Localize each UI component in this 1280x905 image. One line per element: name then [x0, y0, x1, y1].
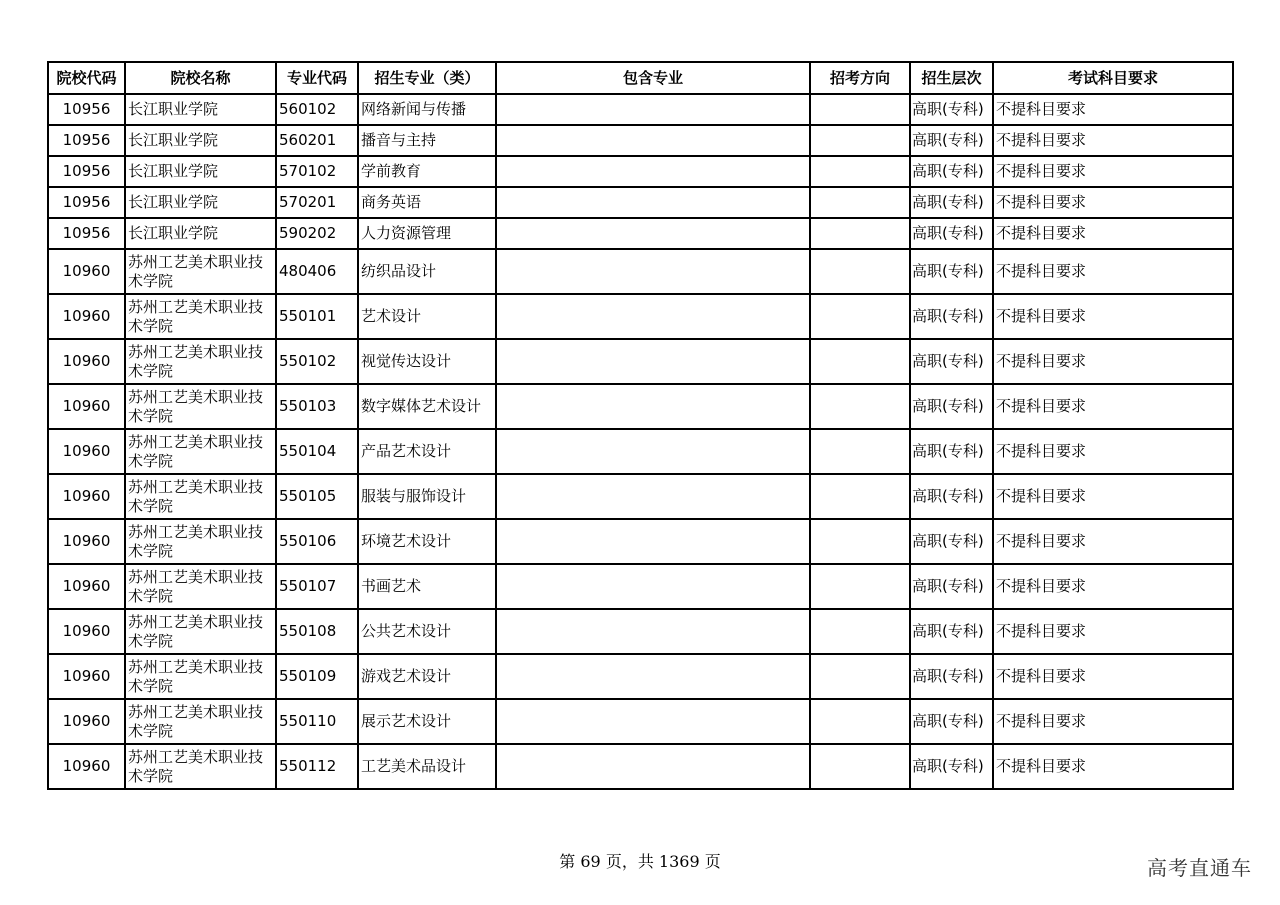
cell-level: 高职(专科) [910, 429, 993, 474]
cell-direction [810, 249, 910, 294]
cell-school-name: 长江职业学院 [125, 218, 276, 249]
cell-school-code: 10960 [48, 654, 125, 699]
cell-included-majors [496, 519, 810, 564]
cell-school-code: 10956 [48, 94, 125, 125]
table-row [48, 249, 1233, 294]
cell-school-name: 苏州工艺美术职业技术学院 [125, 519, 276, 564]
cell-school-name: 苏州工艺美术职业技术学院 [125, 564, 276, 609]
cell-school-code: 10960 [48, 744, 125, 789]
cell-requirement: 不提科目要求 [993, 384, 1233, 429]
cell-major-code: 480406 [276, 249, 358, 294]
cell-requirement: 不提科目要求 [993, 294, 1233, 339]
cell-requirement: 不提科目要求 [993, 429, 1233, 474]
cell-major-code: 550105 [276, 474, 358, 519]
table-row [48, 384, 1233, 429]
cell-major: 播音与主持 [358, 125, 496, 156]
cell-major-code: 570102 [276, 156, 358, 187]
cell-major-code: 550104 [276, 429, 358, 474]
header-school-name: 院校名称 [125, 62, 276, 94]
cell-major: 视觉传达设计 [358, 339, 496, 384]
table-header-row [48, 62, 1233, 94]
cell-school-code: 10960 [48, 609, 125, 654]
cell-major: 学前教育 [358, 156, 496, 187]
cell-included-majors [496, 699, 810, 744]
cell-major-code: 550112 [276, 744, 358, 789]
cell-level: 高职(专科) [910, 699, 993, 744]
cell-major-code: 590202 [276, 218, 358, 249]
cell-school-name: 长江职业学院 [125, 156, 276, 187]
cell-school-code: 10956 [48, 125, 125, 156]
cell-school-name: 苏州工艺美术职业技术学院 [125, 384, 276, 429]
cell-school-code: 10960 [48, 429, 125, 474]
cell-level: 高职(专科) [910, 609, 993, 654]
cell-school-name: 苏州工艺美术职业技术学院 [125, 339, 276, 384]
cell-major-code: 550106 [276, 519, 358, 564]
cell-major-code: 550110 [276, 699, 358, 744]
table-row [48, 699, 1233, 744]
cell-school-name: 苏州工艺美术职业技术学院 [125, 294, 276, 339]
cell-direction [810, 156, 910, 187]
cell-level: 高职(专科) [910, 339, 993, 384]
cell-direction [810, 339, 910, 384]
cell-included-majors [496, 564, 810, 609]
table-row [48, 744, 1233, 789]
cell-school-name: 苏州工艺美术职业技术学院 [125, 249, 276, 294]
cell-direction [810, 699, 910, 744]
table-row [48, 609, 1233, 654]
cell-requirement: 不提科目要求 [993, 519, 1233, 564]
table-row [48, 218, 1233, 249]
table-row [48, 429, 1233, 474]
cell-included-majors [496, 744, 810, 789]
cell-major-code: 550107 [276, 564, 358, 609]
table-row [48, 654, 1233, 699]
cell-included-majors [496, 384, 810, 429]
cell-school-name: 长江职业学院 [125, 125, 276, 156]
table-row [48, 94, 1233, 125]
cell-direction [810, 654, 910, 699]
cell-major-code: 570201 [276, 187, 358, 218]
cell-school-code: 10960 [48, 699, 125, 744]
cell-included-majors [496, 474, 810, 519]
cell-included-majors [496, 294, 810, 339]
cell-requirement: 不提科目要求 [993, 699, 1233, 744]
cell-major-code: 550108 [276, 609, 358, 654]
cell-major: 展示艺术设计 [358, 699, 496, 744]
cell-level: 高职(专科) [910, 249, 993, 294]
cell-school-code: 10960 [48, 339, 125, 384]
header-level: 招生层次 [910, 62, 993, 94]
cell-requirement: 不提科目要求 [993, 339, 1233, 384]
cell-requirement: 不提科目要求 [993, 654, 1233, 699]
cell-school-name: 苏州工艺美术职业技术学院 [125, 744, 276, 789]
cell-included-majors [496, 218, 810, 249]
cell-level: 高职(专科) [910, 294, 993, 339]
cell-major-code: 560201 [276, 125, 358, 156]
cell-major: 纺织品设计 [358, 249, 496, 294]
cell-major-code: 550103 [276, 384, 358, 429]
cell-major-code: 550109 [276, 654, 358, 699]
cell-school-name: 苏州工艺美术职业技术学院 [125, 654, 276, 699]
cell-major: 商务英语 [358, 187, 496, 218]
admissions-table [47, 61, 1234, 790]
cell-school-code: 10956 [48, 156, 125, 187]
watermark-logo: 高考直通车 [1147, 856, 1252, 880]
cell-major: 人力资源管理 [358, 218, 496, 249]
cell-school-code: 10960 [48, 384, 125, 429]
table-row [48, 125, 1233, 156]
cell-major: 书画艺术 [358, 564, 496, 609]
cell-major-code: 560102 [276, 94, 358, 125]
cell-direction [810, 384, 910, 429]
cell-level: 高职(专科) [910, 156, 993, 187]
table-row [48, 339, 1233, 384]
cell-direction [810, 294, 910, 339]
cell-requirement: 不提科目要求 [993, 744, 1233, 789]
cell-requirement: 不提科目要求 [993, 94, 1233, 125]
cell-included-majors [496, 94, 810, 125]
cell-major: 数字媒体艺术设计 [358, 384, 496, 429]
cell-requirement: 不提科目要求 [993, 187, 1233, 218]
cell-level: 高职(专科) [910, 654, 993, 699]
cell-included-majors [496, 429, 810, 474]
cell-major: 工艺美术品设计 [358, 744, 496, 789]
cell-level: 高职(专科) [910, 187, 993, 218]
cell-level: 高职(专科) [910, 218, 993, 249]
cell-school-code: 10956 [48, 218, 125, 249]
cell-direction [810, 474, 910, 519]
cell-requirement: 不提科目要求 [993, 125, 1233, 156]
cell-requirement: 不提科目要求 [993, 249, 1233, 294]
cell-direction [810, 218, 910, 249]
table-row [48, 474, 1233, 519]
cell-direction [810, 609, 910, 654]
table-row [48, 294, 1233, 339]
cell-included-majors [496, 187, 810, 218]
cell-school-name: 苏州工艺美术职业技术学院 [125, 429, 276, 474]
cell-included-majors [496, 654, 810, 699]
header-major: 招生专业（类） [358, 62, 496, 94]
cell-level: 高职(专科) [910, 564, 993, 609]
cell-major: 游戏艺术设计 [358, 654, 496, 699]
cell-school-code: 10960 [48, 249, 125, 294]
cell-school-code: 10956 [48, 187, 125, 218]
cell-major: 服装与服饰设计 [358, 474, 496, 519]
header-major-code: 专业代码 [276, 62, 358, 94]
cell-direction [810, 744, 910, 789]
cell-requirement: 不提科目要求 [993, 609, 1233, 654]
cell-level: 高职(专科) [910, 125, 993, 156]
cell-major: 公共艺术设计 [358, 609, 496, 654]
header-school-code: 院校代码 [48, 62, 125, 94]
header-included-majors: 包含专业 [496, 62, 810, 94]
cell-school-name: 长江职业学院 [125, 94, 276, 125]
cell-direction [810, 187, 910, 218]
cell-school-code: 10960 [48, 294, 125, 339]
cell-major-code: 550102 [276, 339, 358, 384]
cell-school-code: 10960 [48, 564, 125, 609]
cell-included-majors [496, 249, 810, 294]
cell-school-code: 10960 [48, 519, 125, 564]
table-row [48, 564, 1233, 609]
table-row [48, 519, 1233, 564]
cell-level: 高职(专科) [910, 744, 993, 789]
cell-school-name: 苏州工艺美术职业技术学院 [125, 474, 276, 519]
cell-requirement: 不提科目要求 [993, 564, 1233, 609]
cell-school-name: 苏州工艺美术职业技术学院 [125, 699, 276, 744]
cell-major: 艺术设计 [358, 294, 496, 339]
table-row [48, 156, 1233, 187]
cell-school-name: 苏州工艺美术职业技术学院 [125, 609, 276, 654]
header-requirement: 考试科目要求 [993, 62, 1233, 94]
cell-requirement: 不提科目要求 [993, 156, 1233, 187]
cell-major: 产品艺术设计 [358, 429, 496, 474]
header-direction: 招考方向 [810, 62, 910, 94]
cell-direction [810, 94, 910, 125]
page-number: 第 69 页，共 1369 页 [559, 852, 721, 871]
table-row [48, 187, 1233, 218]
cell-direction [810, 429, 910, 474]
cell-direction [810, 564, 910, 609]
cell-major: 网络新闻与传播 [358, 94, 496, 125]
cell-level: 高职(专科) [910, 384, 993, 429]
cell-major-code: 550101 [276, 294, 358, 339]
cell-included-majors [496, 156, 810, 187]
cell-major: 环境艺术设计 [358, 519, 496, 564]
cell-requirement: 不提科目要求 [993, 474, 1233, 519]
cell-included-majors [496, 125, 810, 156]
cell-direction [810, 125, 910, 156]
cell-requirement: 不提科目要求 [993, 218, 1233, 249]
cell-included-majors [496, 609, 810, 654]
cell-level: 高职(专科) [910, 519, 993, 564]
cell-school-name: 长江职业学院 [125, 187, 276, 218]
cell-level: 高职(专科) [910, 474, 993, 519]
cell-level: 高职(专科) [910, 94, 993, 125]
cell-direction [810, 519, 910, 564]
cell-school-code: 10960 [48, 474, 125, 519]
cell-included-majors [496, 339, 810, 384]
